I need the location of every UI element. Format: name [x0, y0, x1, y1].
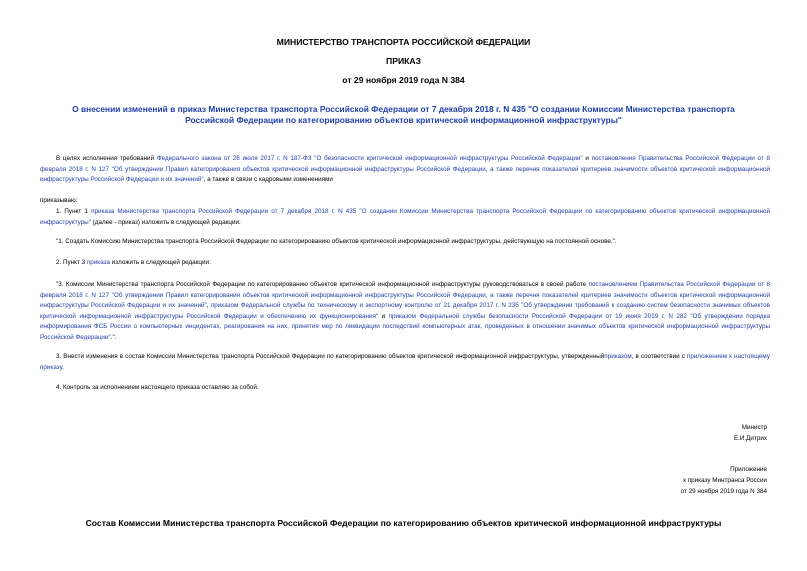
order-435-link[interactable]: приказа Министерства транспорта Российской Федерации от 7 декабря 2018 г. N 435 "О создании Комиссии Министерства транспорта Российской Федерации по категорированию объектов критической информационной инфраструктуры": [40, 208, 770, 226]
order-link-item-3[interactable]: приказом: [604, 353, 632, 360]
composition-title: Состав Комиссии Министерства транспорта Российской Федерации по категорированию объектов критической информационной инфраструктуры: [85, 518, 722, 528]
order-link-item-2[interactable]: приказа: [86, 259, 111, 266]
item-1-paragraph: [40, 207, 770, 228]
preamble-text-1: В целях исполнения требований: [56, 155, 157, 162]
order-word: приказываю:: [40, 197, 78, 204]
ministry-heading: МИНИСТЕРСТВО ТРАНСПОРТА РОССИЙСКОЙ ФЕДЕРАЦИИ: [276, 37, 531, 47]
item-2-text-1: 2. Пункт 3: [56, 259, 87, 266]
quote-3-text-2: ,: [206, 302, 211, 310]
item-3-text-1: 3. Внести изменения в состав Комиссии Министерства транспорта Российской Федерации по категорированию объектов критической информационной инфраструктуры, утвержденный: [56, 353, 605, 360]
document-title: [60, 104, 747, 126]
appendix-date: от 29 ноября 2019 года N 384: [680, 488, 767, 495]
decree-127-link[interactable]: постановлением Правительства Российской Федерации от 8 февраля 2018 г. N 127 "Об утверждении Правил категорирования объектов критической информационной инфраструктуры Российской Федерации, а также перечня показателей критериев значимости объектов критической информационной инфраструктуры Российской Федерации и их значений": [40, 281, 770, 310]
quote-3-text-4: .".: [110, 333, 117, 341]
document-date-number: от 29 ноября 2019 года N 384: [342, 75, 465, 85]
item-2-paragraph: [40, 258, 770, 269]
appendix-order-ref: к приказу Минтранса России: [683, 477, 767, 484]
preamble-text-3: , а также в связи с кадровыми изменениями: [203, 176, 333, 184]
quote-3-text-3: и: [378, 312, 389, 320]
document-type: ПРИКАЗ: [386, 56, 421, 66]
appendix-link[interactable]: приложением к настоящему приказу: [40, 353, 770, 371]
item-1-text-1: 1. Пункт 1: [56, 208, 92, 215]
appendix-label: Приложение: [730, 466, 767, 473]
item-3-text-3: .: [62, 363, 64, 371]
federal-law-link[interactable]: Федерального закона от 26 июля 2017 г. N 187-ФЗ "О безопасности критической информационной инфраструктуры Российской Федерации": [156, 155, 583, 162]
title-prefix: О внесении изменений в: [72, 104, 178, 114]
signature-name: Е.И.Дитрих: [733, 435, 767, 442]
fsb-order-link[interactable]: приказом Федеральной службы безопасности Российской Федерации от 19 июня 2019 г. N 282 "Об утверждении порядка информирования ФСБ России о компьютерных инцидентах, реагирования на них, принятия мер по ликвидации последствий компьютерных атак, проведенных в отношении значимых объектов критической информационной инфраструктуры Российской Федерации": [40, 312, 770, 341]
item-3-text-2: , в соответствии с: [631, 353, 687, 360]
quote-1-paragraph: "1. Создать Комиссию Министерства транспорта Российской Федерации по категорированию объектов критической информационной инфраструктуры, действующую на постоянной основе.".: [56, 238, 617, 245]
quote-3-text-1: "3. Комиссии Министерства транспорта Российской Федерации по категорированию объектов критической информационной инфраструктуры руководствоваться в своей работе: [56, 281, 589, 288]
preamble-paragraph: [40, 154, 770, 186]
item-3-paragraph: [40, 352, 770, 373]
title-order-link[interactable]: приказ Министерства транспорта Российской Федерации от 7 декабря 2018 г. N 435 "О создании Комиссии Министерства транспорта Российской Федерации по категорированию объектов критической информационной инфраструктуры": [177, 104, 735, 125]
government-decree-link[interactable]: постановления Правительства Российской Федерации от 8 февраля 2018 г. N 127 "Об утверждении Правил категорирования объектов критической информационной инфраструктуры Российской Федерации, а также перечня показателей критериев значимости объектов критической информационной инфраструктуры Российской Федерации и их значений": [40, 155, 770, 184]
item-4-paragraph: 4. Контроль за исполнением настоящего приказа оставляю за собой.: [56, 384, 259, 391]
preamble-text-2: и: [582, 155, 592, 162]
item-1-text-2: (далее - приказ) изложить в следующей редакции:: [90, 218, 241, 226]
fstek-order-link[interactable]: приказом Федеральной службы по техническому и экспортному контролю от 21 декабря 2017 г. N 235 "Об утверждении требований к созданию систем безопасности значимых объектов критической информационной инфраструктуры Российской Федерации и обеспечению их функционирования": [40, 302, 771, 320]
signature-position: Министр: [741, 424, 767, 431]
item-2-text-2: изложить в следующей редакции:: [110, 259, 211, 266]
quote-3-paragraph: [40, 280, 770, 344]
